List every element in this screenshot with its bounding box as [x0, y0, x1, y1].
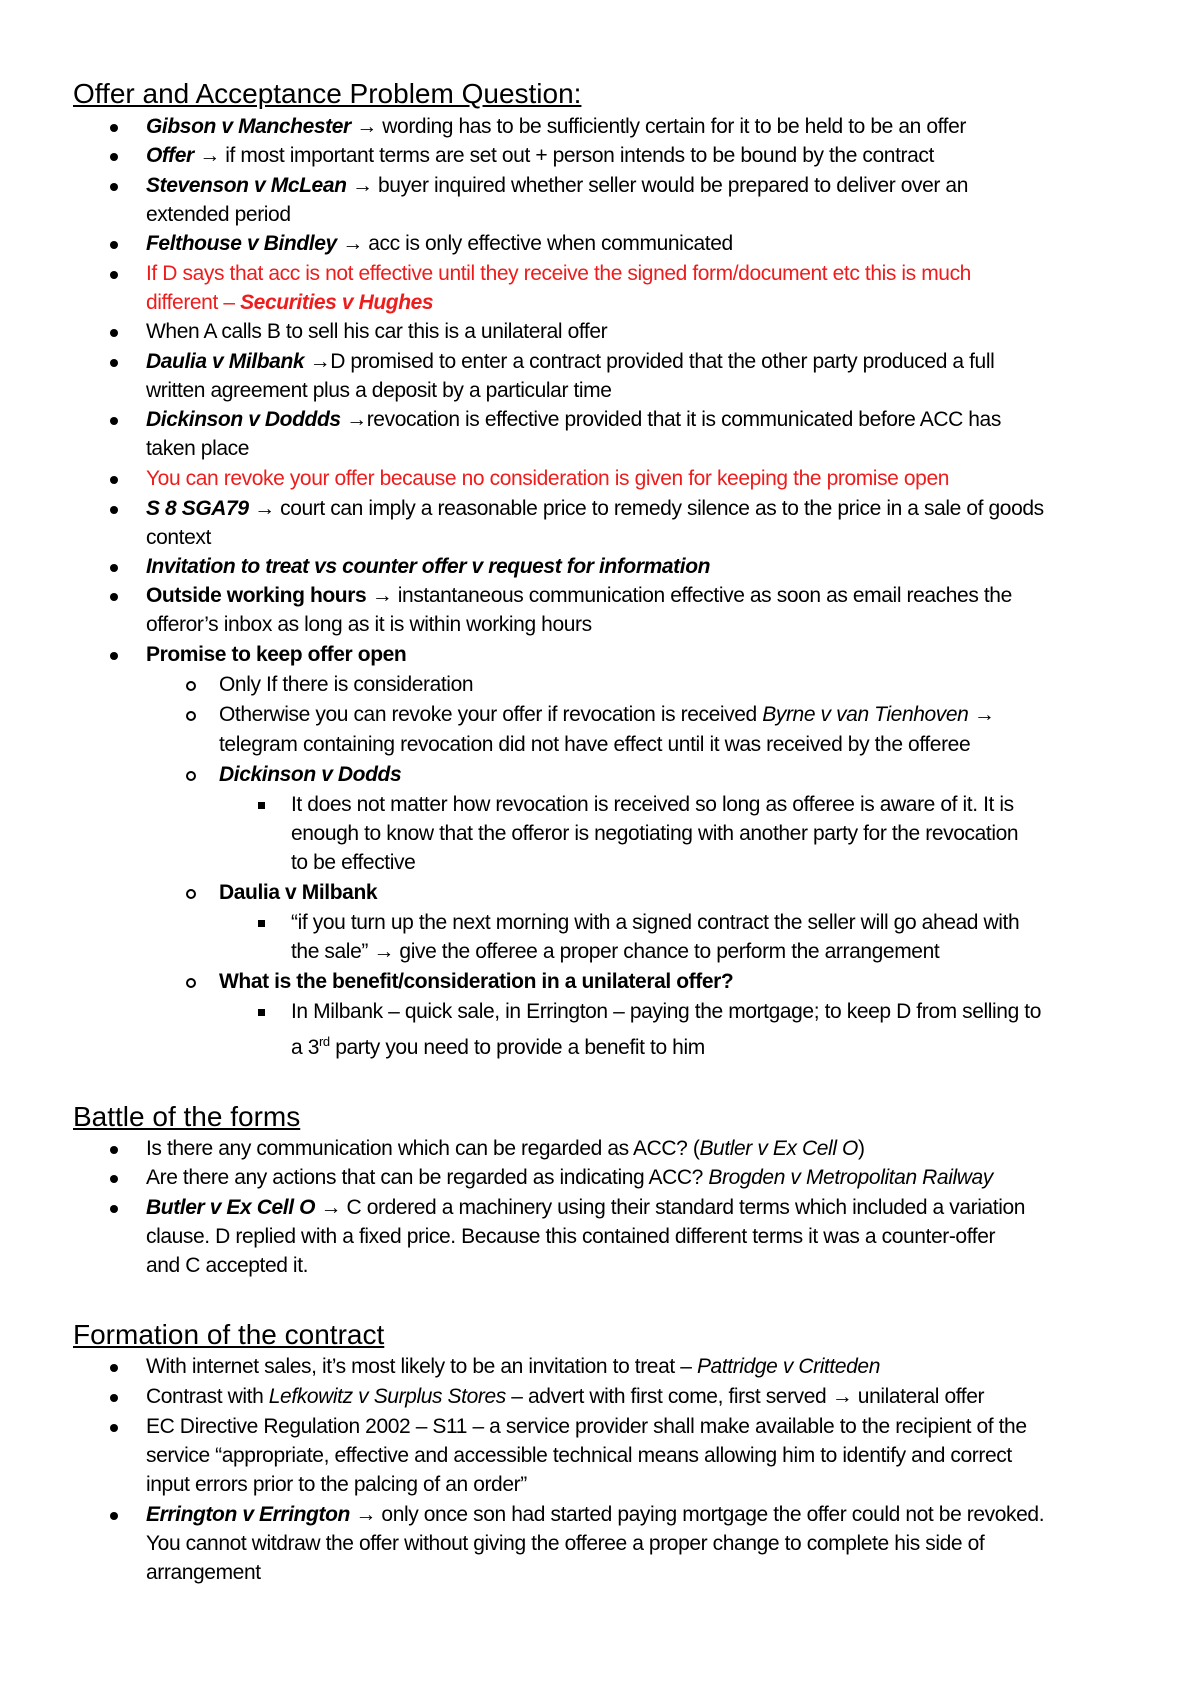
list-item: Dickinson v Doddds →revocation is effective provided that it is communicated before ACC has [146, 408, 1001, 431]
arrow-icon: → [831, 1385, 853, 1408]
list-item: Invitation to treat vs counter offer v request for information [146, 555, 711, 578]
sub-list-item: Only If there is consideration [219, 673, 474, 696]
detail-item: “if you turn up the next morning with a signed contract the seller will go ahead with [291, 911, 1020, 934]
list-item-continuation: context [146, 526, 211, 549]
arrow-icon: → [351, 174, 373, 197]
list-item-highlight: You can revoke your offer because no consideration is given for keeping the promise open [146, 467, 950, 490]
list-item: When A calls B to sell his car this is a unilateral offer [146, 320, 608, 343]
list-item: Gibson v Manchester → wording has to be sufficiently certain for it to be held to be an offer [146, 115, 966, 138]
arrow-icon: → [346, 408, 367, 431]
arrow-icon: → [373, 940, 394, 963]
detail-item-continuation: the sale” → give the offeree a proper chance to perform the arrangement [291, 940, 940, 963]
list-item: Offer → if most important terms are set out + person intends to be bound by the contract [146, 144, 934, 167]
section-heading-offer: Offer and Acceptance Problem Question: [73, 78, 582, 109]
arrow-icon: → [973, 703, 995, 726]
bullet [110, 652, 118, 660]
list-item: Promise to keep offer open [146, 643, 407, 666]
list-item-continuation: written agreement plus a deposit by a particular time [146, 379, 612, 402]
list-item: Felthouse v Bindley → acc is only effective when communicated [146, 232, 733, 255]
detail-item: In Milbank – quick sale, in Errington – paying the mortgage; to keep D from selling to [291, 1000, 1042, 1023]
sub-list-item: What is the benefit/consideration in a unilateral offer? [219, 970, 734, 993]
sub-list-item: Dickinson v Dodds [219, 763, 402, 786]
detail-item: It does not matter how revocation is received so long as offeree is aware of it. It is [291, 793, 1014, 816]
list-item-continuation: input errors prior to the palcing of an order” [146, 1473, 527, 1496]
square-bullet [258, 920, 265, 927]
arrow-icon: → [254, 497, 275, 520]
sub-bullet [186, 978, 196, 988]
list-item-continuation: service “appropriate, effective and accessible technical means allowing him to identify and correct [146, 1444, 1012, 1467]
arrow-icon: → [371, 584, 393, 607]
bullet [110, 417, 118, 425]
bullet [110, 506, 118, 514]
bullet [110, 329, 118, 337]
list-item: Is there any communication which can be regarded as ACC? (Butler v Ex Cell O) [146, 1137, 865, 1160]
bullet [110, 1512, 118, 1520]
bullet [110, 1205, 118, 1213]
detail-item-continuation: enough to know that the offeror is negotiating with another party for the revocation [291, 822, 1019, 845]
list-item-continuation: and C accepted it. [146, 1254, 309, 1277]
detail-item-continuation: a 3rd party you need to provide a benefit to him [291, 1034, 705, 1059]
arrow-icon: → [356, 115, 377, 138]
bullet [110, 241, 118, 249]
bullet [110, 124, 118, 132]
arrow-icon: → [309, 350, 331, 373]
list-item: Are there any actions that can be regarded as indicating ACC? Brogden v Metropolitan Railway [146, 1166, 993, 1189]
list-item: Daulia v Milbank →D promised to enter a contract provided that the other party produced a full [146, 350, 995, 373]
sub-bullet [186, 889, 196, 899]
arrow-icon: → [320, 1196, 342, 1219]
arrow-icon: → [342, 232, 363, 255]
bullet [110, 183, 118, 191]
list-item: Butler v Ex Cell O → C ordered a machinery using their standard terms which included a variation [146, 1196, 1026, 1219]
arrow-icon: → [355, 1503, 376, 1526]
bullet [110, 271, 118, 279]
bullet [110, 359, 118, 367]
bullet [110, 476, 118, 484]
sub-bullet [186, 771, 196, 781]
list-item: EC Directive Regulation 2002 – S11 – a service provider shall make available to the recipient of the [146, 1415, 1027, 1438]
list-item: S 8 SGA79 → court can imply a reasonable price to remedy silence as to the price in a sale of goods [146, 497, 1044, 520]
bullet [110, 593, 118, 601]
bullet [110, 1175, 118, 1183]
bullet [110, 153, 118, 161]
list-item-continuation: clause. D replied with a fixed price. Because this contained different terms it was a counter-offer [146, 1225, 996, 1248]
section-heading-battle: Battle of the forms [73, 1101, 301, 1132]
bullet [110, 1424, 118, 1432]
list-item-continuation: taken place [146, 437, 250, 460]
bullet [110, 1394, 118, 1402]
square-bullet [258, 1009, 265, 1016]
list-item: Errington v Errington → only once son had started paying mortgage the offer could not be revoked. [146, 1503, 1045, 1526]
square-bullet [258, 802, 265, 809]
sub-bullet [186, 681, 196, 691]
list-item-continuation: You cannot witdraw the offer without giving the offeree a proper change to complete his side of [146, 1532, 985, 1555]
sub-list-item: Daulia v Milbank [219, 881, 378, 904]
detail-item-continuation: to be effective [291, 851, 416, 874]
list-item-continuation: extended period [146, 203, 291, 226]
list-item-continuation: offeror’s inbox as long as it is within working hours [146, 613, 592, 636]
section-heading-formation: Formation of the contract [73, 1319, 385, 1350]
sub-list-item: Otherwise you can revoke your offer if revocation is received Byrne v van Tienhoven → [219, 703, 995, 726]
sub-bullet [186, 711, 196, 721]
list-item: Outside working hours → instantaneous communication effective as soon as email reaches the [146, 584, 1012, 607]
bullet [110, 1146, 118, 1154]
sub-list-item-continuation: telegram containing revocation did not have effect until it was received by the offeree [219, 733, 971, 756]
bullet [110, 1364, 118, 1372]
list-item: Stevenson v McLean → buyer inquired whether seller would be prepared to deliver over an [146, 174, 968, 197]
arrow-icon: → [199, 144, 220, 167]
list-item-continuation: different – Securities v Hughes [146, 291, 434, 314]
list-item: Contrast with Lefkowitz v Surplus Stores – advert with first come, first served → unilateral offer [146, 1385, 985, 1408]
bullet [110, 564, 118, 572]
list-item: With internet sales, it’s most likely to be an invitation to treat – Pattridge v Critteden [146, 1355, 880, 1378]
list-item-continuation: arrangement [146, 1561, 261, 1584]
list-item-highlight: If D says that acc is not effective until they receive the signed form/document etc this is much [146, 262, 971, 285]
